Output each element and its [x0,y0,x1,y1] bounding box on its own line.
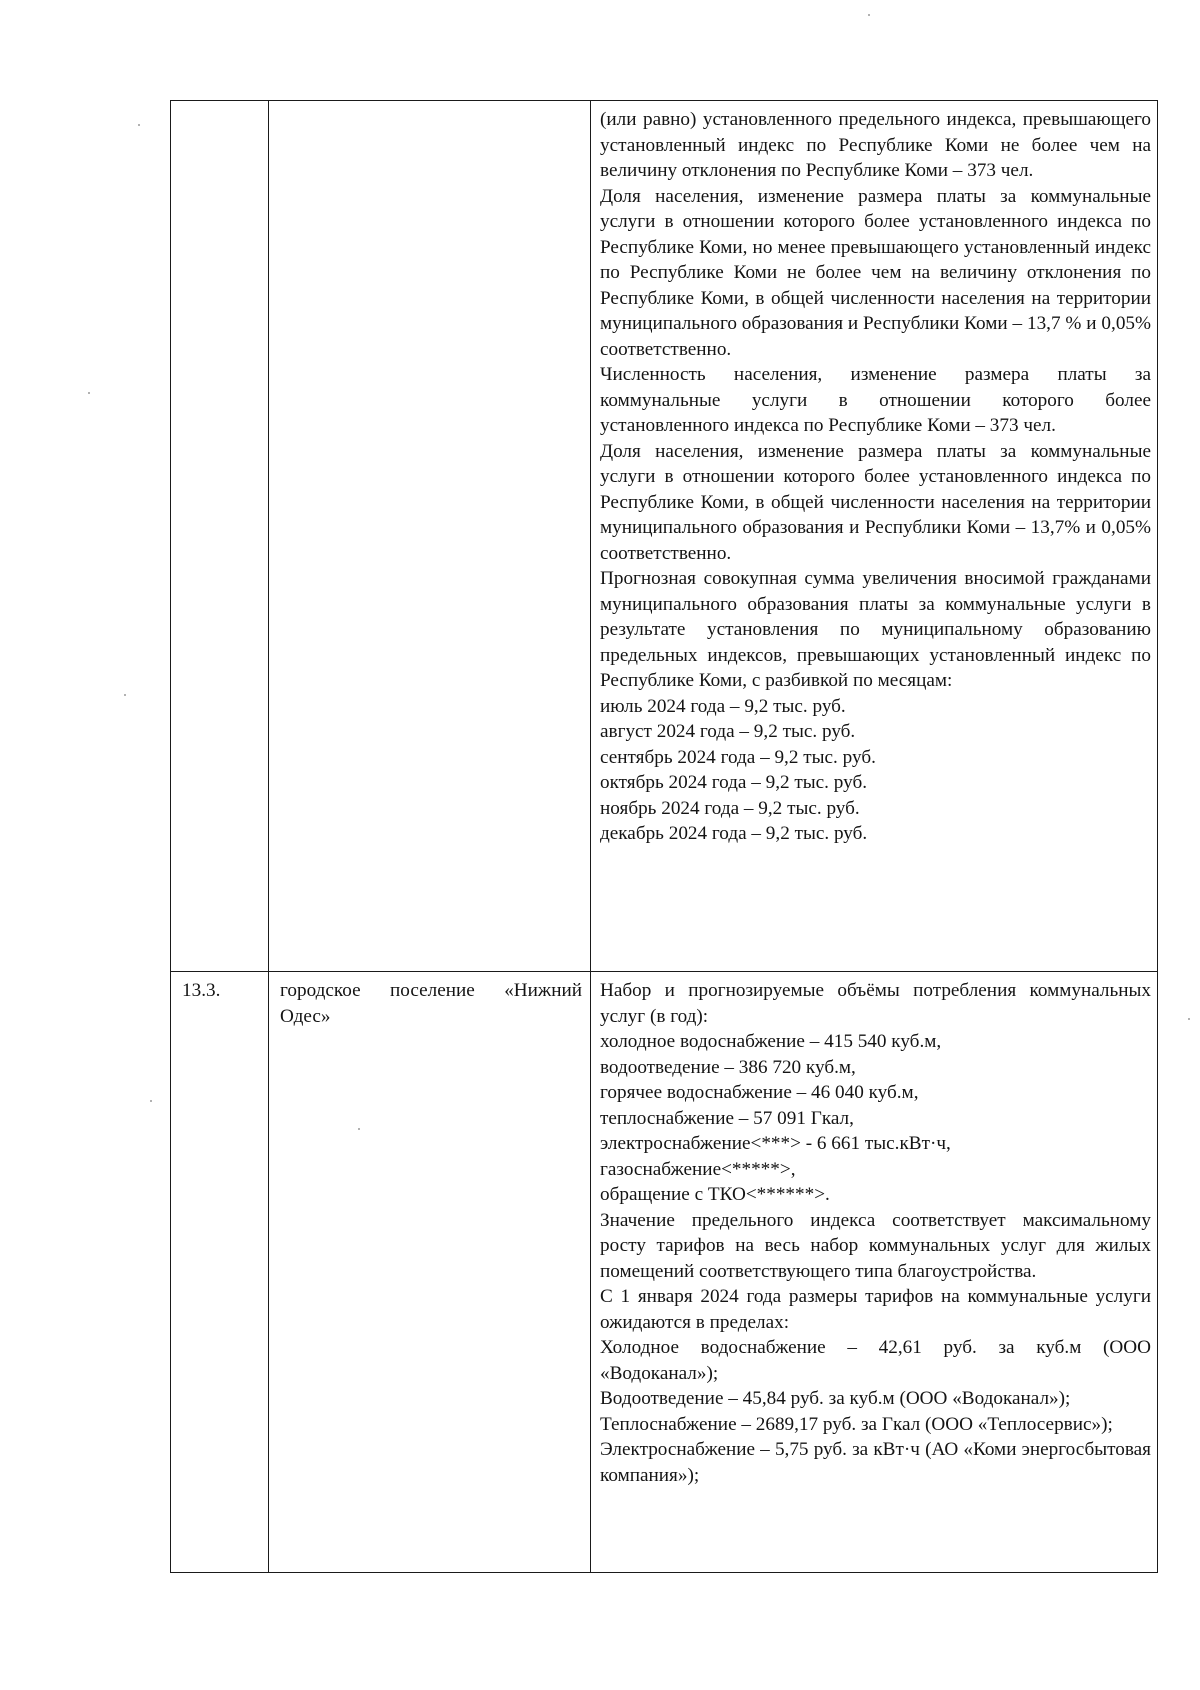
table-row [171,972,1158,1573]
description-cell [591,101,1158,972]
consumption-line: водоотведение – 386 720 куб.м, [600,1056,856,1078]
consumption-line: обращение с ТКО<******>. [600,1184,830,1205]
municipality-name: городское поселение «Нижний Одес» [280,980,582,1027]
row-number-cell [171,972,269,1573]
tariff-paragraph: Электроснабжение – 5,75 руб. за кВт·ч (АО «Коми энергосбытовая компания»); [600,1439,1151,1486]
paragraph: Доля населения, изменение размера платы за коммунальные услуги в отношении которого более установленного индекса по Республике Коми, в общей численности населения на территории муниципального образования и Республики Коми – 13,7% и 0,05% соответственно. [600,440,1151,564]
municipality-name-cell [269,101,591,972]
row-number-cell [171,101,269,972]
municipality-name-cell [269,972,591,1573]
tariff-paragraph: Водоотведение – 45,84 руб. за куб.м (ООО «Водоканал»); [600,1388,1071,1409]
document-table [170,100,1158,1573]
tariff-paragraph: Холодное водоснабжение – 42,61 руб. за куб.м (ООО «Водоканал»); [600,1337,1151,1384]
scan-speck [124,694,126,696]
paragraph: Прогнозная совокупная сумма увеличения вносимой гражданами муниципального образования платы за коммунальные услуги в результате установления по муниципальному образованию предельных индексов, превышающих установленный индекс по Республике Коми, с разбивкой по месяцам: [600,568,1151,691]
monthly-amount-line: июль 2024 года – 9,2 тыс. руб. [600,695,846,717]
scan-speck [1188,1018,1190,1020]
monthly-amount-line: сентябрь 2024 года – 9,2 тыс. руб. [600,746,876,768]
consumption-line: горячее водоснабжение – 46 040 куб.м, [600,1082,919,1103]
row-number: 13.3. [182,980,221,1001]
scan-speck [138,124,140,126]
tariff-paragraph: Теплоснабжение – 2689,17 руб. за Гкал (ООО «Теплосервис»); [600,1413,1113,1435]
scan-speck [150,1100,152,1102]
scan-speck [88,392,90,394]
paragraph: С 1 января 2024 года размеры тарифов на коммунальные услуги ожидаются в пределах: [600,1286,1151,1333]
scan-speck [868,14,870,16]
monthly-amount-line: декабрь 2024 года – 9,2 тыс. руб. [600,823,868,844]
paragraph: Доля населения, изменение размера платы за коммунальные услуги в отношении которого более установленного индекса по Республике Коми, но менее превышающего установленный индекс по Республике Коми не более чем на величину отклонения по Республике Коми, в общей численности населения на территории муниципального образования и Республики Коми – 13,7 % и 0,05% соответственно. [600,185,1151,360]
consumption-line: холодное водоснабжение – 415 540 куб.м, [600,1031,942,1052]
consumption-line: электроснабжение<***> - 6 661 тыс.кВт·ч, [600,1133,951,1154]
paragraph: Набор и прогнозируемые объёмы потребления коммунальных услуг (в год): [600,980,1151,1027]
paragraph: Значение предельного индекса соответствует максимальному росту тарифов на весь набор коммунальных услуг для жилых помещений соответствующего типа благоустройства. [600,1209,1151,1282]
consumption-line: газоснабжение<*****>, [600,1158,796,1180]
description-cell [591,972,1158,1573]
paragraph: (или равно) установленного предельного индекса, превышающего установленный индекс по Республике Коми не более чем на величину отклонения по Республике Коми – 373 чел. [600,109,1151,181]
paragraph: Численность населения, изменение размера платы за коммунальные услуги в отношении которого более установленного индекса по Республике Коми – 373 чел. [600,364,1151,436]
table-row [171,101,1158,972]
monthly-amount-line: август 2024 года – 9,2 тыс. руб. [600,721,856,742]
monthly-amount-line: октябрь 2024 года – 9,2 тыс. руб. [600,772,868,793]
consumption-line: теплоснабжение – 57 091 Гкал, [600,1107,854,1129]
monthly-amount-line: ноябрь 2024 года – 9,2 тыс. руб. [600,797,860,819]
